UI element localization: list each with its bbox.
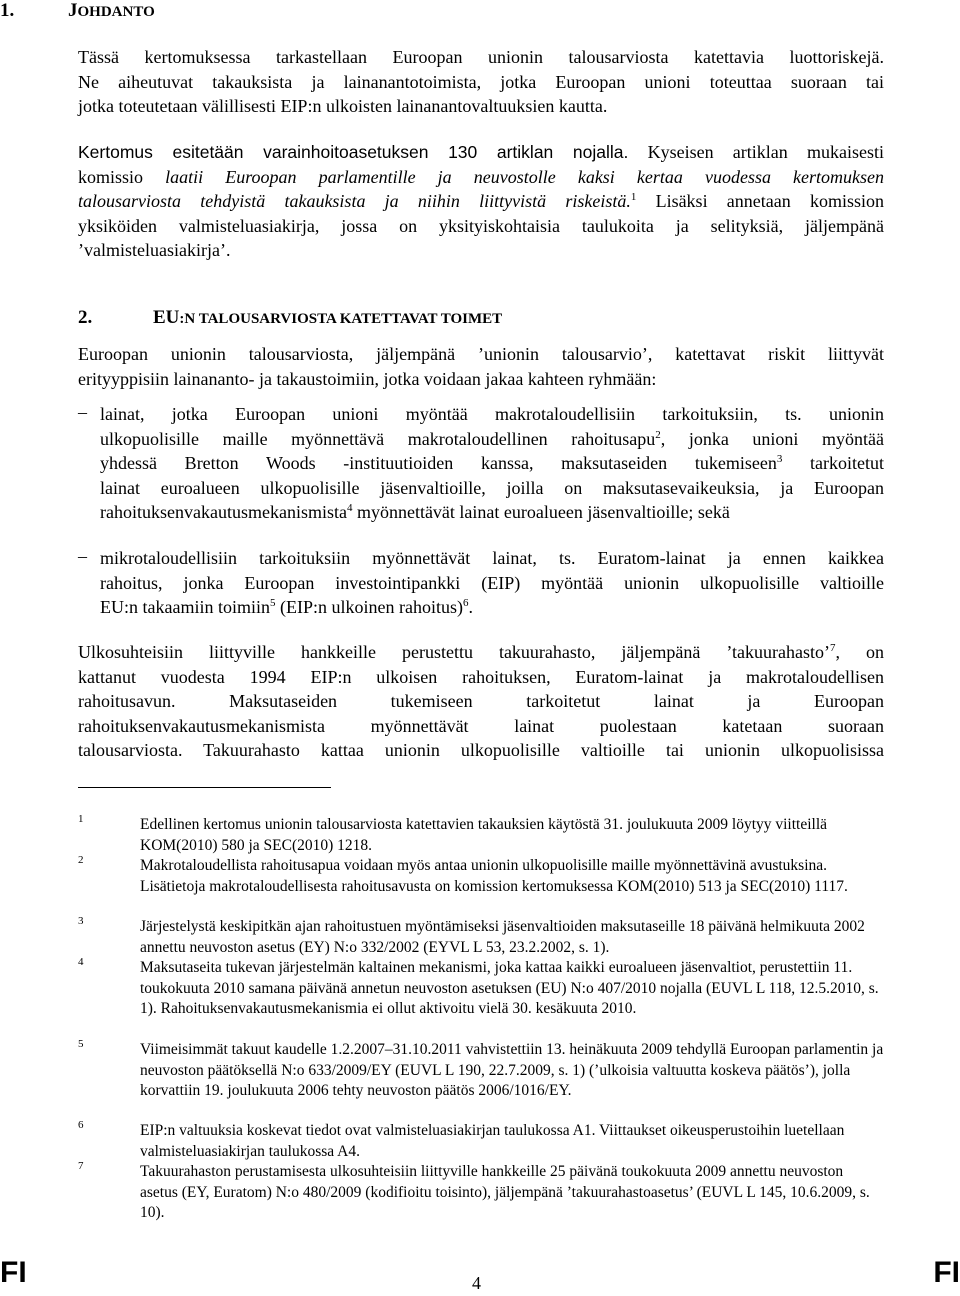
- footnote-number: 3: [78, 915, 84, 927]
- paragraph-line: rahoitusavun. Maksutaseiden tukemiseen tarkoitetut lainat ja Euroopan: [78, 691, 884, 711]
- footnote-ref[interactable]: 3: [776, 453, 783, 465]
- footnote-number: 7: [78, 1160, 84, 1172]
- bullet-dash: –: [78, 402, 87, 422]
- footnote-number: 6: [78, 1119, 84, 1131]
- bullet-text: , jonka unioni myöntää: [660, 428, 884, 449]
- bullet-line: lainat euroalueen ulkopuolisille jäsenvaltioille, joilla on maksutasevaikeuksia, ja Euroopan: [100, 477, 884, 498]
- bullet-line: lainat, jotka Euroopan unioni myöntää makrotaloudellisiin tarkoituksiin, ts. unionin: [100, 404, 884, 424]
- section-number: 2.: [78, 307, 93, 328]
- footnote-text: Maksutaseita tukevan järjestelmän kaltainen mekanismi, joka kattaa kaikki euroalueen jäsenvaltiot, perustettiin 11. toukokuuta 2010 samana päivänä annetun neuvoston asetuksen (EU) N:o 407/2010 nojalla (EUVL L 118, 12.5.2010, s. 1). Rahoituksenvakautusmekanismia ei ollut aktivoitu vielä 30. kesäkuuta 2010.: [140, 959, 879, 1017]
- paragraph-line: rahoituksenvakautusmekanismista myönnettävät lainat puolestaan katetaan suoraan: [78, 715, 884, 736]
- bullet-text: .: [468, 597, 473, 617]
- bullet-text: yhdessä Bretton Woods -instituutioiden kanssa, maksutaseiden tukemiseen: [100, 453, 777, 473]
- footnote-ref[interactable]: 7: [830, 642, 836, 654]
- bullet-text: rahoituksenvakautusmekanismista: [100, 502, 347, 522]
- footnote-ref[interactable]: 6: [462, 597, 469, 609]
- footnote-number: 5: [78, 1038, 84, 1050]
- footnote-separator: [78, 787, 331, 788]
- guarantee-fund-paragraph: [78, 640, 884, 763]
- legal-basis-paragraph: [78, 140, 884, 263]
- bullet-text: tarkoitetut: [782, 453, 885, 473]
- section-1-heading: [0, 0, 155, 22]
- paragraph-text: Lisäksi annetaan komission: [636, 191, 884, 211]
- footer-language-left: FI: [0, 1256, 27, 1289]
- footnote-number: 2: [78, 854, 84, 866]
- footnote-ref[interactable]: 5: [269, 597, 276, 609]
- paragraph-text: Ulkosuhteisiin liittyville hankkeille perustettu takuurahasto, jäljempänä ’takuurahasto’: [78, 642, 830, 662]
- page-number: 4: [472, 1273, 481, 1293]
- paragraph-line: jotka toteutetaan välillisesti EIP:n ulkoisten lainanantovaltuuksien kautta.: [78, 96, 608, 116]
- paragraph-line: talousarviosta. Takuurahasto kattaa unionin ulkopuolisille valtioille tai unionin ulkopuolisissa: [78, 740, 884, 760]
- paragraph-text: Kyseisen artiklan mukaisesti: [628, 142, 884, 162]
- footnote-text: Takuurahaston perustamisesta ulkosuhteisiin liittyville hankkeille 25 päivänä toukokuuta 2009 annettu neuvoston asetus (EY, Euratom) N:o 480/2009 (kodifioitu toisinto), jäljempänä ’takuurahastoasetus’ (EUVL L 145, 10.6.2009, s. 10).: [140, 1163, 870, 1221]
- paragraph-line: Tässä kertomuksessa tarkastellaan Euroopan unionin talousarviosta katettavia luottoriskejä.: [78, 47, 884, 67]
- footnote-number: 4: [78, 956, 84, 968]
- paragraph-line: ’valmisteluasiakirja’.: [78, 240, 231, 260]
- section-title-rest: :N TALOUSARVIOSTA KATETTAVAT TOIMET: [179, 311, 503, 327]
- footnote-ref[interactable]: 1: [630, 191, 637, 203]
- section-number: 1.: [0, 0, 15, 21]
- bullet-dash: –: [78, 546, 87, 566]
- footnote-text: Makrotaloudellista rahoitusapua voidaan myös antaa unionin ulkopuolisille maille myönnettävinä avustuksina. Lisätietoja makrotaloudellisesta rahoitusavusta on komission kertomuksessa KOM(2010) 513 ja SEC(2010) 1117.: [140, 857, 848, 895]
- paragraph-text: komissio: [78, 166, 166, 187]
- paragraph-line: kattanut vuodesta 1994 EIP:n ulkoisen rahoituksen, Euratom-lainat ja makrotaloudellisen: [78, 666, 884, 687]
- footnote-number: 1: [78, 813, 84, 825]
- bullet-text: EU:n takaamiin toimiin: [100, 597, 270, 617]
- legal-basis-sentence: Kertomus esitetään varainhoitoasetuksen 130 artiklan nojalla.: [78, 142, 629, 162]
- footnote-text: Viimeisimmät takuut kaudelle 1.2.2007–31.10.2011 vahvistettiin 13. heinäkuuta 2009 tehdyllä Euroopan parlamentin ja neuvoston päätöksellä N:o 633/2009/EY (EUVL L 190, 22.7.2009, s. 1) (’ulkoisia valtuutta koskeva päätös’), jolla korvattiin 19. joulukuuta 2006 tehty neuvoston päätös 2006/1016/EY.: [140, 1041, 884, 1099]
- footer-language-right: FI: [933, 1256, 960, 1289]
- paragraph-text: , on: [835, 642, 884, 662]
- section-2-heading: [78, 307, 502, 329]
- bullet-item-micro: [100, 546, 884, 620]
- bullet-line: mikrotaloudellisiin tarkoituksiin myönnettävät lainat, ts. Euratom-lainat ja ennen kaikkea: [100, 548, 884, 568]
- footnote-text: Järjestelystä keskipitkän ajan rahoitustuen myöntämiseksi jäsenvaltioiden maksutaseille 18 päivänä helmikuuta 2002 annettu neuvoston asetus (EY) N:o 332/2002 (EYVL L 53, 23.2.2002, s. 1).: [140, 918, 865, 956]
- bullet-text: (EIP:n ulkoinen rahoitus): [275, 597, 463, 617]
- paragraph-line: yksiköiden valmisteluasiakirja, jossa on yksityiskohtaisia taulukoita ja selityksiä, jäljempänä: [78, 215, 884, 236]
- bullet-text: ulkopuolisille maille myönnettävä makrotaloudellinen rahoitusapu: [100, 428, 656, 449]
- section-title-abbrev: EU: [153, 307, 180, 328]
- bullet-line: rahoitus, jonka Euroopan investointipankki (EIP) myöntää unionin ulkopuolisille valtioille: [100, 572, 884, 593]
- italic-quote: talousarviosta tehdyistä takauksista ja niihin liittyvistä riskeistä.: [78, 191, 631, 211]
- footnote-text: Edellinen kertomus unionin talousarviosta katettavien takauksien käytöstä 31. joulukuuta 2009 löytyy viitteillä KOM(2010) 580 ja SEC(2010) 1218.: [140, 816, 828, 854]
- section-title-rest: OHDANTO: [77, 4, 155, 20]
- section-title-initial: J: [68, 0, 78, 21]
- footnote-text: EIP:n valtuuksia koskevat tiedot ovat valmisteluasiakirjan taulukossa A1. Viittaukset oikeusperustoihin luetellaan valmisteluasiakirjan taulukossa A4.: [140, 1122, 845, 1160]
- intro-paragraph: [78, 45, 884, 119]
- paragraph-line: Ne aiheutuvat takauksista ja lainanantotoimista, jotka Euroopan unioni toteuttaa suoraan tai: [78, 71, 884, 92]
- bullet-item-macro: [100, 402, 884, 525]
- italic-quote: laatii Euroopan parlamentille ja neuvostolle kaksi kertaa vuodessa kertomuksen: [165, 166, 884, 187]
- risk-paragraph: [78, 342, 884, 391]
- paragraph-line: Euroopan unionin talousarviosta, jäljempänä ’unionin talousarvio’, katettavat riskit liittyvät: [78, 344, 884, 364]
- paragraph-line: erityyppisiin lainananto- ja takaustoimiin, jotka voidaan jakaa kahteen ryhmään:: [78, 368, 657, 389]
- footnote-ref[interactable]: 2: [655, 428, 661, 441]
- bullet-text: myönnettävät lainat euroalueen jäsenvaltioille; sekä: [352, 502, 730, 522]
- footnote-ref[interactable]: 4: [346, 502, 353, 514]
